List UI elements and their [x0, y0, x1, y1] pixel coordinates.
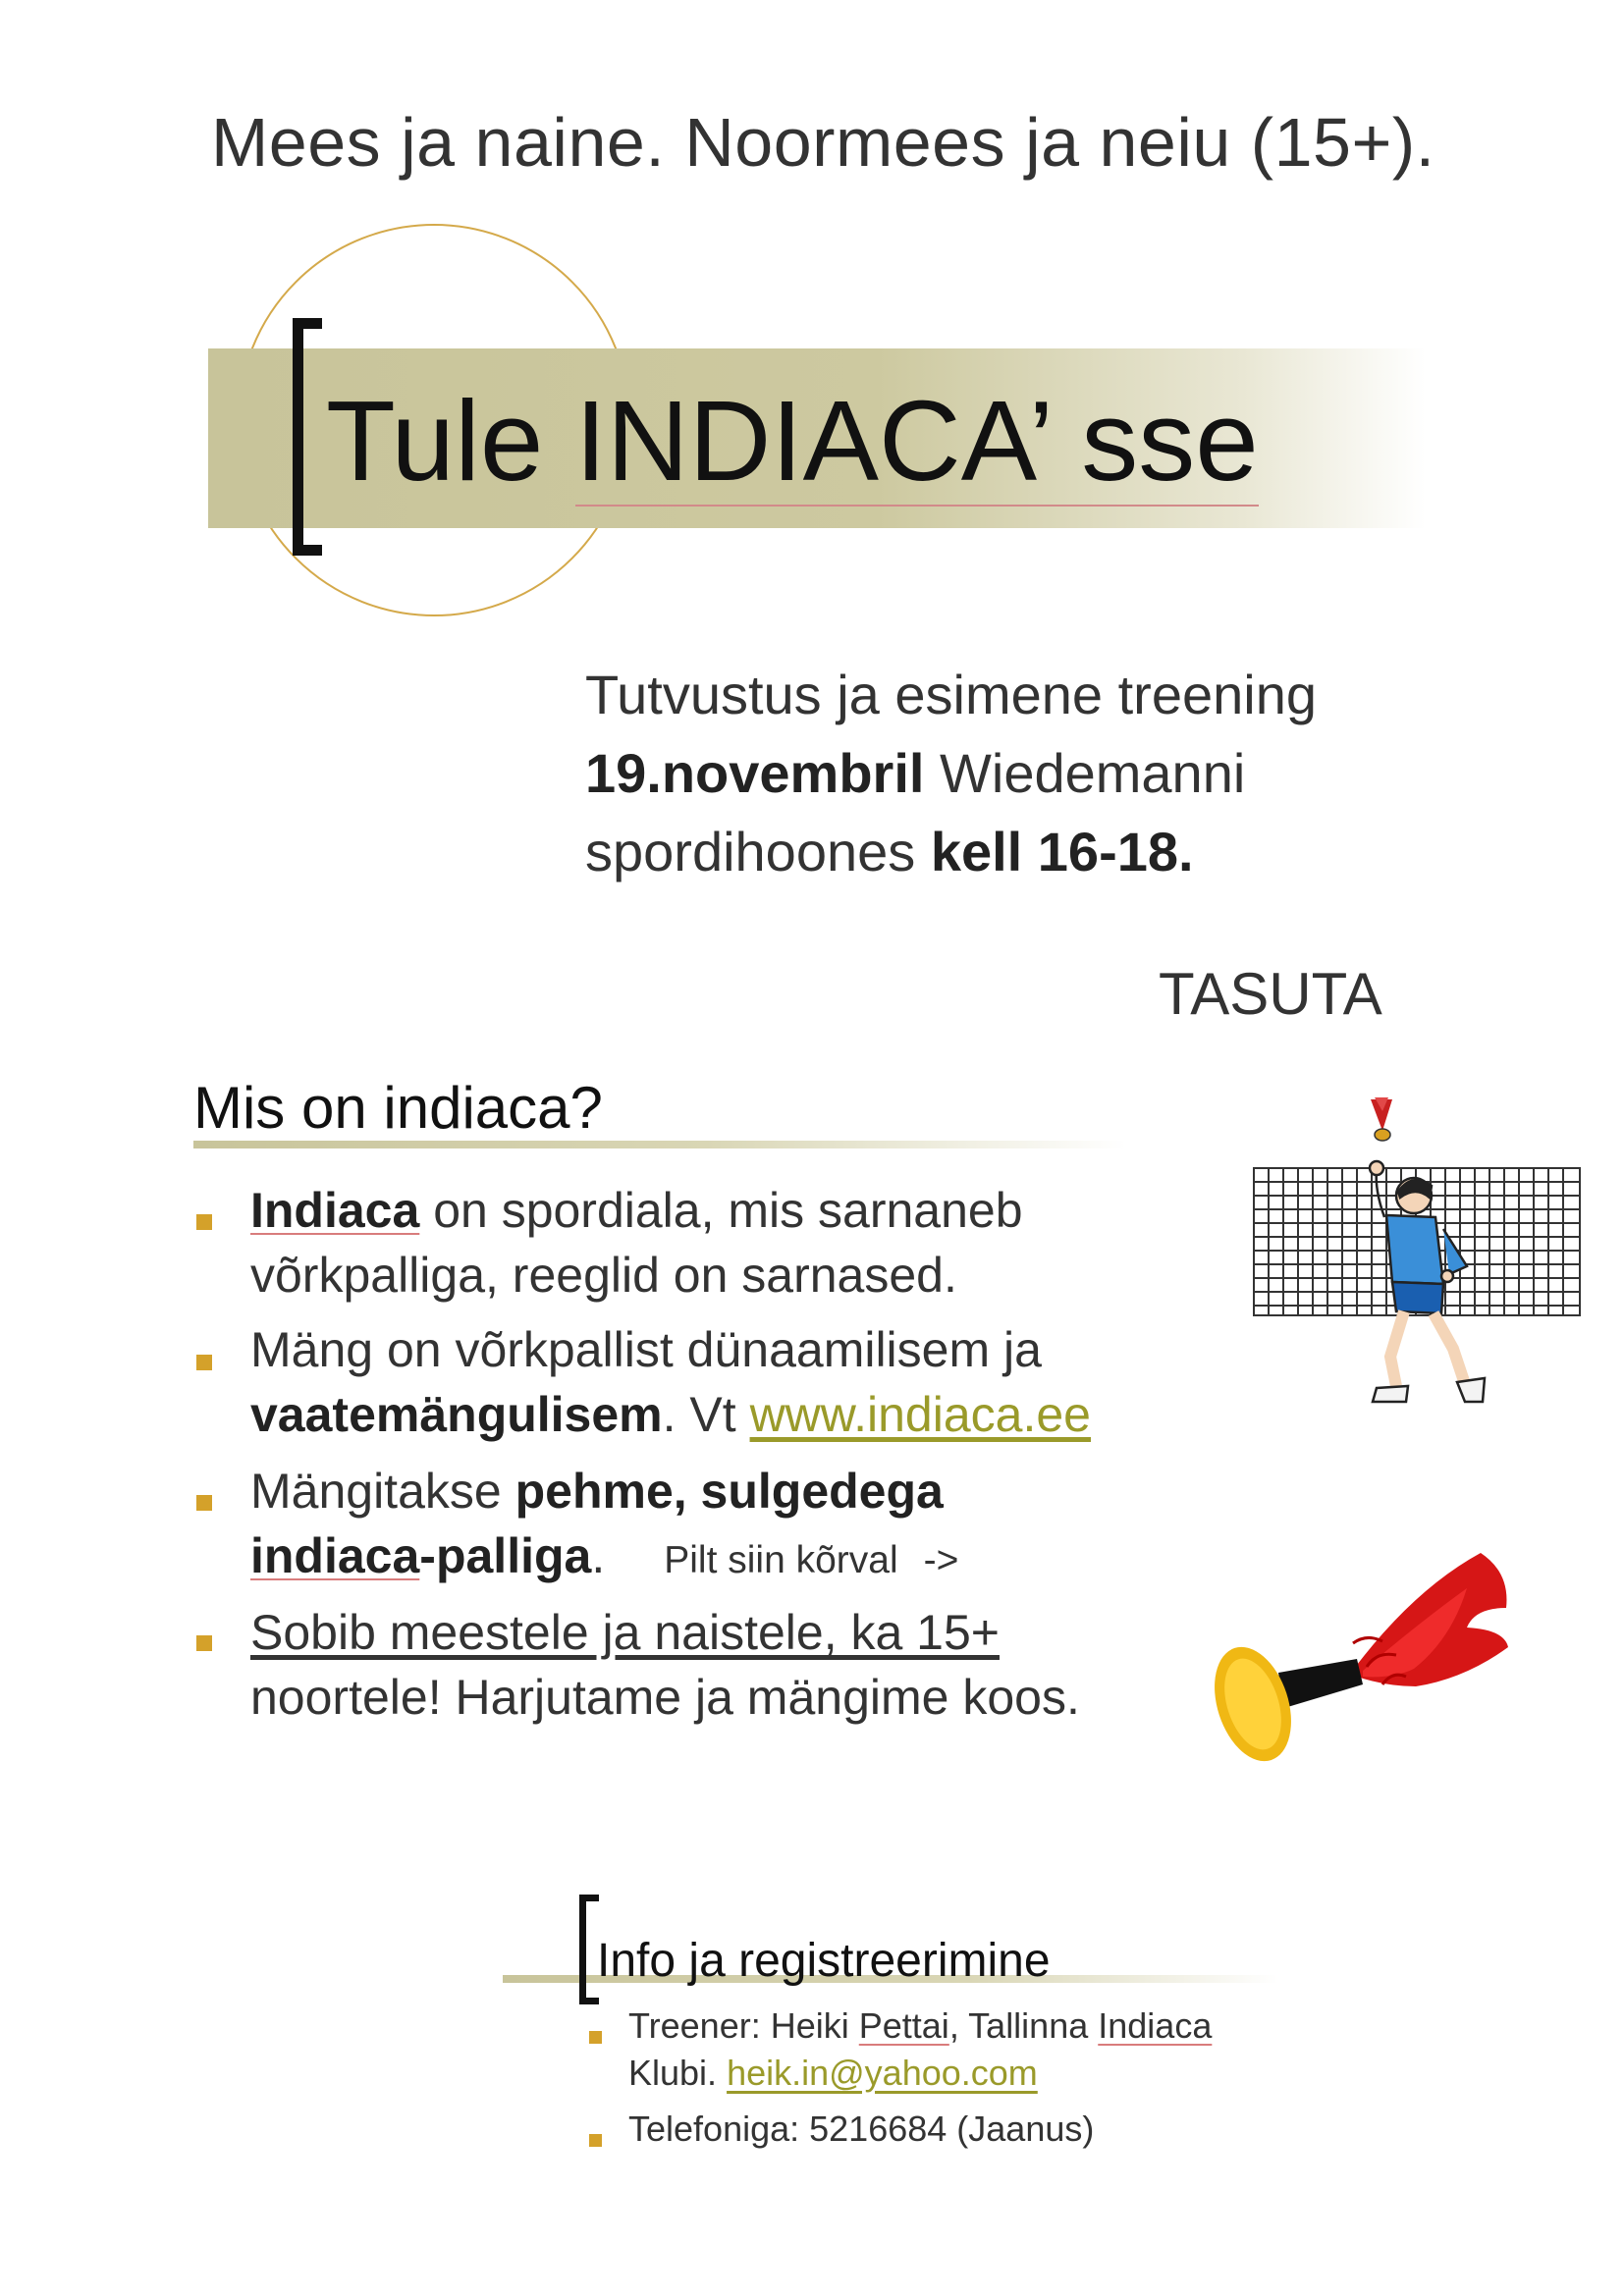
indiaca-website-link[interactable]: www.indiaca.ee [749, 1387, 1091, 1442]
arrow-icon: -> [923, 1539, 959, 1581]
title-bracket [293, 318, 322, 556]
intro-place2: spordihoones [585, 821, 931, 882]
bullet-bold: Indiaca [250, 1183, 420, 1238]
section-heading: Mis on indiaca? [193, 1075, 603, 1141]
indiaca-ball-image [1210, 1549, 1524, 1775]
page-title [326, 375, 1259, 507]
info-text: Klubi. [628, 2053, 728, 2093]
info-bracket [579, 1895, 599, 2004]
feathers [1353, 1553, 1508, 1686]
price-label: TASUTA [1159, 961, 1382, 1027]
square-bullet-icon [589, 2031, 602, 2044]
bullet-text: . Vt [662, 1387, 750, 1442]
info-heading: Info ja registreerimine [597, 1935, 1051, 1987]
square-bullet-icon [589, 2134, 602, 2147]
list-item [250, 1600, 1080, 1730]
intro-line1: Tutvustus ja esimene treening [585, 664, 1317, 725]
bullet-bold: pehme, sulgedega [514, 1464, 944, 1519]
intro-date: 19.novembril [585, 742, 925, 804]
section-underline [193, 1141, 1126, 1148]
shuttle-small [1371, 1097, 1392, 1141]
bullet-text: Sobib meestele ja naistele, ka 15+ [250, 1605, 1000, 1660]
list-item [250, 1317, 1091, 1447]
intro-line2 [585, 734, 1317, 813]
picture-note: Pilt siin kõrval [664, 1539, 898, 1581]
bullet-bold: vaatemängulisem [250, 1387, 663, 1442]
info-item: Telefoniga: 5216684 (Jaanus) [628, 2109, 1095, 2149]
intro-line3 [585, 813, 1317, 891]
square-bullet-icon [196, 1355, 212, 1370]
bullet-text: on spordiala, mis sarnaneb [419, 1183, 1023, 1238]
info-text: , Tallinna [948, 2005, 1099, 2046]
title-part1: Tule [326, 377, 575, 505]
square-bullet-icon [196, 1495, 212, 1511]
square-bullet-icon [196, 1214, 212, 1230]
intro-time: kell 16-18. [930, 821, 1194, 882]
bullet-text: noortele! Harjutame ja mängime koos. [250, 1670, 1080, 1725]
info-item [628, 2002, 1212, 2097]
intro-place1: Wiedemanni [924, 742, 1246, 804]
bullet-text: Mäng on võrkpallist dünaamilisem ja [250, 1322, 1042, 1377]
list-item [250, 1178, 1023, 1308]
title-indiaca: INDIACA [574, 377, 1029, 505]
intro-text [585, 656, 1317, 891]
indiaca-player-illustration [1239, 1092, 1593, 1435]
club-name: Indiaca [1098, 2005, 1213, 2046]
coach-surname: Pettai [858, 2005, 949, 2046]
title-part3: ’ sse [1028, 377, 1259, 505]
bullet-bold: -palliga [419, 1528, 592, 1583]
list-item [250, 1459, 958, 1593]
bullet-text: võrkpalliga, reeglid on sarnased. [250, 1248, 957, 1303]
bullet-text: . [591, 1528, 606, 1583]
info-text: Treener: Heiki [628, 2005, 859, 2046]
square-bullet-icon [196, 1635, 212, 1651]
ball-neck [1278, 1659, 1363, 1708]
email-link[interactable]: heik.in@yahoo.com [727, 2053, 1038, 2093]
audience-line: Mees ja naine. Noormees ja neiu (15+). [211, 104, 1435, 181]
bullet-text: Mängitakse [250, 1464, 515, 1519]
bullet-bold: indiaca [250, 1528, 420, 1583]
